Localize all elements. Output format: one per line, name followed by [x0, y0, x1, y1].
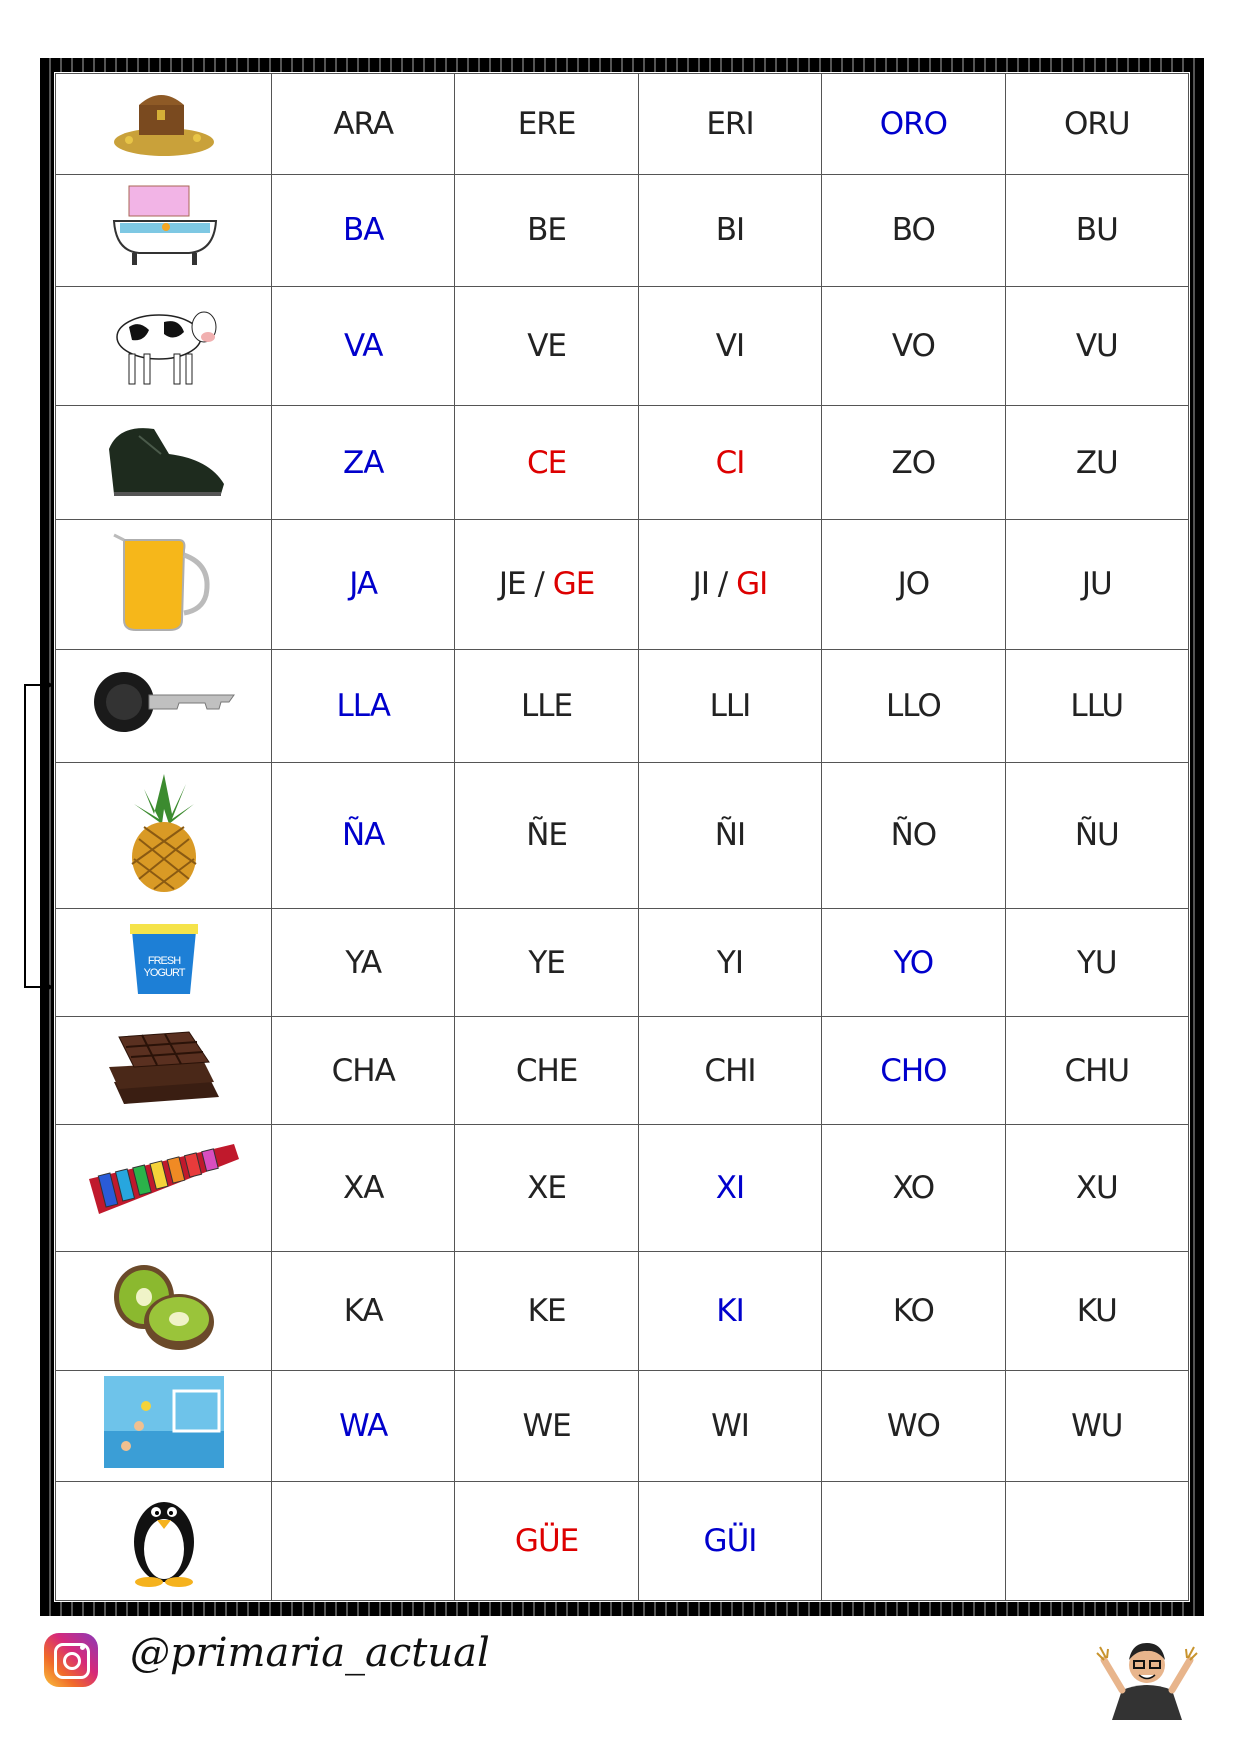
syllable-text: YE: [528, 944, 565, 981]
table-row: [56, 1371, 1189, 1481]
syllable-text: WU: [1071, 1408, 1123, 1445]
syllable-cell: [822, 1371, 1005, 1481]
syllable-text: KA: [343, 1293, 383, 1330]
syllable-cell: [455, 519, 638, 649]
bitmoji-avatar-icon: [1092, 1625, 1202, 1725]
syllable-cell: [272, 519, 455, 649]
table-row: [56, 762, 1189, 908]
syllable-text: KO: [892, 1293, 934, 1330]
row-image-cell: [56, 519, 272, 649]
syllable-cell: [638, 1252, 821, 1371]
syllable-text: GÜE: [514, 1522, 579, 1559]
table-row: [56, 1125, 1189, 1252]
row-image-cell: [56, 1252, 272, 1371]
syllable-text: GÜI: [703, 1522, 757, 1559]
syllable-text: ÑO: [890, 817, 937, 854]
row-image-cell: [56, 1481, 272, 1600]
syllable-cell: [1005, 174, 1188, 287]
syllable-cell: [638, 1481, 821, 1600]
table-row: [56, 1017, 1189, 1125]
syllable-cell: [638, 650, 821, 763]
syllable-cell: [272, 406, 455, 520]
treasure-chest-icon: [109, 80, 219, 168]
syllable-text: ORO: [879, 105, 948, 142]
syllable-cell: [1005, 406, 1188, 520]
syllable-cell: [822, 1252, 1005, 1371]
kiwi-icon: [109, 1257, 219, 1365]
row-image-cell: [56, 1017, 272, 1125]
syllable-cell: [822, 762, 1005, 908]
syllable-text: JO: [897, 566, 930, 603]
table-row: [56, 74, 1189, 175]
syllable-text: CHO: [880, 1052, 947, 1089]
xylophone-icon: [84, 1134, 244, 1242]
pineapple-icon: [114, 769, 214, 902]
row-image-cell: [56, 1125, 272, 1252]
row-image-cell: [56, 406, 272, 520]
syllable-text: ÑU: [1074, 817, 1119, 854]
table-row: [56, 1481, 1189, 1600]
shoe-icon: [99, 414, 229, 512]
syllable-text: XE: [527, 1170, 566, 1207]
table-row: [56, 287, 1189, 406]
syllable-text: JE /: [498, 566, 553, 603]
table-row: [56, 650, 1189, 763]
syllable-text: KU: [1076, 1293, 1117, 1330]
svg-text:YOGURT: YOGURT: [143, 966, 184, 979]
syllable-text: JA: [349, 566, 378, 603]
syllable-cell: [638, 74, 821, 175]
syllable-cell: [272, 1017, 455, 1125]
row-image-cell: [56, 650, 272, 763]
key-icon: [89, 667, 239, 745]
syllable-text: BA: [342, 212, 384, 249]
syllable-text: LLI: [709, 687, 751, 724]
syllable-cell: [638, 174, 821, 287]
syllable-text: VA: [343, 328, 383, 365]
syllable-text: YI: [716, 944, 744, 981]
table-row: [56, 519, 1189, 649]
row-image-cell: [56, 287, 272, 406]
syllable-text: KI: [716, 1293, 744, 1330]
penguin-icon: [119, 1487, 209, 1595]
syllable-cell: [638, 1371, 821, 1481]
syllable-text: CHA: [331, 1052, 395, 1089]
syllable-text: BO: [891, 212, 935, 249]
syllable-text: LLO: [885, 687, 941, 724]
syllable-text: VI: [715, 328, 745, 365]
syllable-table: [55, 73, 1189, 1601]
bathtub-icon: [104, 181, 224, 279]
syllable-text: VU: [1075, 328, 1118, 365]
syllable-text: WE: [522, 1408, 571, 1445]
syllable-text: ZA: [342, 444, 384, 481]
syllable-text: CHU: [1064, 1052, 1130, 1089]
syllable-cell: [1005, 650, 1188, 763]
syllable-cell: [455, 1017, 638, 1125]
syllable-cell: [272, 1371, 455, 1481]
syllable-cell: [822, 1481, 1005, 1600]
syllable-cell: [638, 909, 821, 1017]
syllable-cell: [822, 74, 1005, 175]
syllable-text: WA: [339, 1408, 388, 1445]
syllable-text: ÑA: [341, 817, 385, 854]
syllable-text: XA: [342, 1170, 384, 1207]
syllable-cell: [638, 406, 821, 520]
syllable-text: ÑE: [526, 817, 567, 854]
syllable-cell: [1005, 909, 1188, 1017]
syllable-cell: [1005, 1252, 1188, 1371]
syllable-cell: [455, 174, 638, 287]
syllable-text: LLU: [1070, 687, 1124, 724]
syllable-cell: [272, 650, 455, 763]
syllable-cell: [455, 1252, 638, 1371]
syllable-cell: [455, 1371, 638, 1481]
syllable-cell: [638, 1125, 821, 1252]
syllable-text: CE: [526, 444, 567, 481]
chocolate-icon: [99, 1022, 229, 1120]
syllable-text: ARA: [333, 105, 394, 142]
syllable-text: LLE: [521, 687, 573, 724]
row-image-cell: [56, 909, 272, 1017]
syllable-cell: [638, 1017, 821, 1125]
water-polo-icon: [104, 1376, 224, 1476]
syllable-text: BE: [527, 212, 567, 249]
syllable-cell: [455, 1125, 638, 1252]
syllable-cell: [822, 1125, 1005, 1252]
table-row: [56, 909, 1189, 1017]
syllable-cell: [1005, 1371, 1188, 1481]
syllable-text: GE: [552, 566, 595, 603]
syllable-cell: [1005, 519, 1188, 649]
syllable-cell: [455, 74, 638, 175]
syllable-cell: [822, 650, 1005, 763]
syllable-cell: [1005, 762, 1188, 908]
syllable-text: YA: [345, 944, 382, 981]
syllable-text: XU: [1075, 1170, 1118, 1207]
syllable-text: KE: [527, 1293, 566, 1330]
syllable-text: WI: [711, 1408, 749, 1445]
syllable-text: ZU: [1075, 444, 1118, 481]
syllable-cell: [1005, 1017, 1188, 1125]
bracket-connector: [24, 684, 40, 988]
syllable-text: ERI: [706, 105, 754, 142]
table-row: [56, 1252, 1189, 1371]
syllable-cell: [272, 762, 455, 908]
cow-icon: [104, 292, 224, 400]
syllable-cell: [1005, 1125, 1188, 1252]
syllable-cell: [272, 909, 455, 1017]
syllable-text: VO: [891, 328, 935, 365]
syllable-text: VE: [527, 328, 566, 365]
instagram-handle: @primaria_actual: [130, 1630, 490, 1676]
syllable-cell: [822, 287, 1005, 406]
syllable-text: CHI: [704, 1052, 756, 1089]
row-image-cell: [56, 174, 272, 287]
syllable-cell: [455, 406, 638, 520]
row-image-cell: [56, 762, 272, 908]
syllable-text: JU: [1081, 566, 1112, 603]
syllable-cell: [272, 1481, 455, 1600]
syllable-text: YU: [1076, 944, 1117, 981]
syllable-cell: [272, 174, 455, 287]
syllable-text: BU: [1075, 212, 1118, 249]
syllable-cell: [638, 762, 821, 908]
syllable-text: ÑI: [714, 817, 746, 854]
syllable-text: LLA: [336, 687, 390, 724]
syllable-cell: [272, 74, 455, 175]
syllable-cell: [272, 287, 455, 406]
syllable-cell: [822, 174, 1005, 287]
syllable-text: CHE: [515, 1052, 578, 1089]
syllable-cell: [638, 287, 821, 406]
syllable-cell: [1005, 74, 1188, 175]
syllable-text: BI: [715, 212, 745, 249]
syllable-cell: [455, 909, 638, 1017]
row-image-cell: [56, 74, 272, 175]
syllable-text: YO: [893, 944, 934, 981]
syllable-cell: [272, 1125, 455, 1252]
syllable-cell: [638, 519, 821, 649]
instagram-icon: [44, 1633, 98, 1687]
syllable-cell: [272, 1252, 455, 1371]
row-image-cell: [56, 1371, 272, 1481]
table-row: [56, 406, 1189, 520]
syllable-text: CI: [715, 444, 745, 481]
syllable-cell: [822, 1017, 1005, 1125]
table-row: [56, 174, 1189, 287]
syllable-text: JI /: [692, 566, 737, 603]
syllable-text: GI: [736, 566, 768, 603]
yogurt-icon: [124, 919, 204, 1007]
syllable-text: ERE: [517, 105, 576, 142]
syllable-text: XI: [715, 1170, 745, 1207]
syllable-text: WO: [886, 1408, 940, 1445]
syllable-cell: [822, 406, 1005, 520]
syllable-text: ZO: [891, 444, 936, 481]
syllable-cell: [822, 519, 1005, 649]
syllable-cell: [822, 909, 1005, 1017]
svg-text:FRESH: FRESH: [147, 954, 180, 967]
syllable-text: ORU: [1063, 105, 1130, 142]
syllable-cell: [455, 1481, 638, 1600]
syllable-cell: [455, 287, 638, 406]
juice-jug-icon: [104, 525, 224, 643]
syllable-cell: [455, 762, 638, 908]
syllable-cell: [455, 650, 638, 763]
syllable-cell: [1005, 287, 1188, 406]
syllable-cell: [1005, 1481, 1188, 1600]
syllable-text: XO: [892, 1170, 935, 1207]
